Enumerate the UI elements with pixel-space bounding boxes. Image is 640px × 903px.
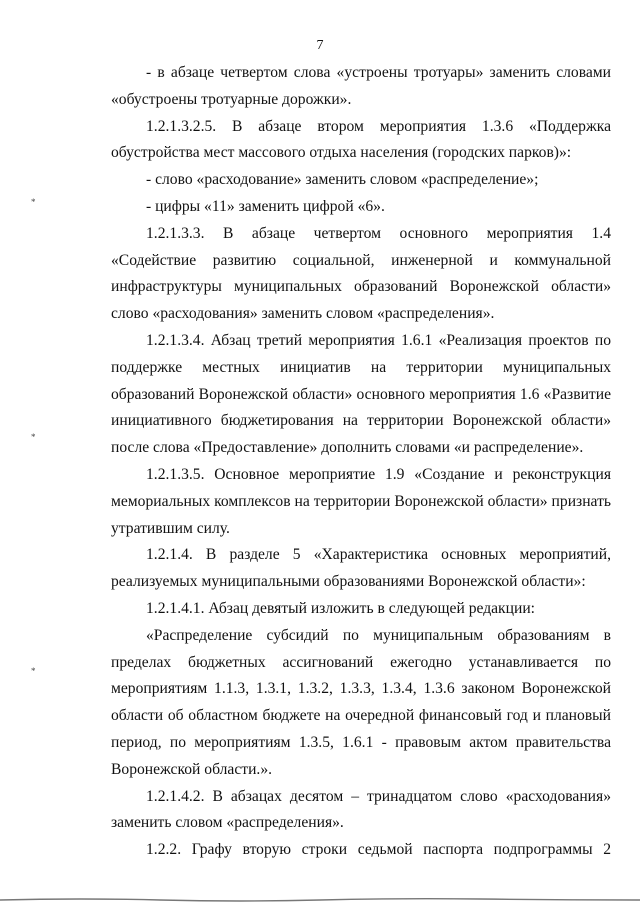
paragraph: 1.2.1.3.5. Основное мероприятие 1.9 «Создание и реконструкция мемориальных комплексов на территории Воронежской области» признать утратившим силу.	[111, 465, 611, 537]
document-body	[111, 60, 611, 864]
paragraph: «Распределение субсидий по муниципальным образованиям в пределах бюджетных ассигнований ежегодно устанавливается по мероприятиям 1.1.3, 1.3.1, 1.3.2, 1.3.3, 1.3.4, 1.3.6 законом Воронежской области об областном бюджете на очередной финансовый год и плановый период, по мероприятиям 1.3.5, 1.6.1 - правовым актом правительства Воронежской области.».	[111, 626, 611, 778]
paragraph: - слово «расходование» заменить словом «распределение»;	[146, 171, 539, 189]
paragraph: - цифры «11» заменить цифрой «6».	[146, 197, 385, 215]
paragraph: 1.2.1.4. В разделе 5 «Характеристика основных мероприятий, реализуемых муниципальными образованиями Воронежской области»:	[111, 546, 611, 591]
paragraph: 1.2.1.3.2.5. В абзаце втором мероприятия 1.3.6 «Поддержка обустройства мест массового отдыха населения (городских парков)»:	[111, 117, 611, 162]
paragraph: 1.2.1.4.1. Абзац девятый изложить в следующей редакции:	[146, 599, 536, 617]
paragraph: 1.2.1.4.2. В абзацах десятом – тринадцатом слово «расходования» заменить словом «распределения».	[111, 787, 611, 832]
margin-mark: *	[31, 197, 36, 207]
scan-edge-line	[0, 896, 640, 903]
paragraph: 1.2.1.3.3. В абзаце четвертом основного мероприятия 1.4 «Содействие развитию социальной, инженерной и коммунальной инфраструктуры муниципальных образований Воронежской области» слово «расходования» заменить словом «распределения».	[111, 224, 611, 323]
margin-mark: *	[31, 432, 36, 442]
page-number: 7	[316, 38, 324, 53]
paragraph: 1.2.2. Графу вторую строки седьмой паспорта подпрограммы 2	[146, 841, 611, 859]
margin-mark: *	[31, 666, 36, 676]
paragraph: 1.2.1.3.4. Абзац третий мероприятия 1.6.1 «Реализация проектов по поддержке местных инициатив на территории муниципальных образований Воронежской области» основного мероприятия 1.6 «Развитие инициативного бюджетирования на территории Воронежской области» после слова «Предоставление» дополнить словами «и распределение».	[111, 331, 611, 457]
paragraph: - в абзаце четвертом слова «устроены тротуары» заменить словами «обустроены тротуарные дорожки».	[111, 64, 611, 108]
